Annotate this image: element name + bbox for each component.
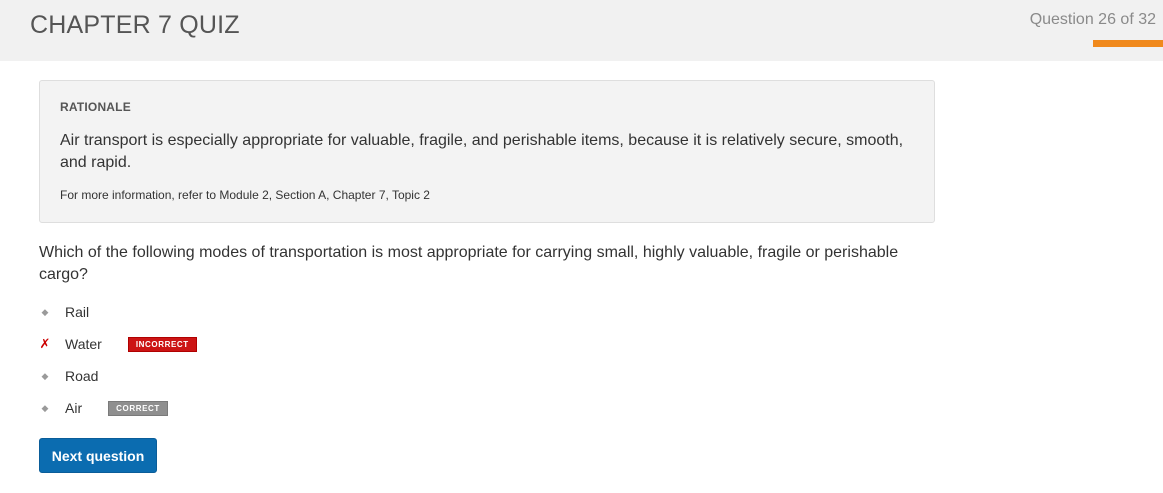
question-text: Which of the following modes of transportation is most appropriate for carrying small, highly valuable, fragile or perishable cargo? [39,244,899,283]
answer-option-road[interactable] [36,366,98,386]
correct-badge: CORRECT [108,401,168,416]
incorrect-badge: INCORRECT [128,337,197,352]
answer-option-air[interactable] [36,398,168,418]
diamond-bullet-icon: ◆ [41,402,49,413]
progress-bar [1093,40,1163,47]
option-label: Air [65,400,83,416]
option-label: Water [65,336,102,352]
rationale-text: Air transport is especially appropriate for valuable, fragile, and perishable items, because it is relatively secure, smooth, and rapid. [60,132,904,171]
diamond-bullet-icon: ◆ [41,370,49,381]
rationale-panel [39,80,935,223]
quiz-title: CHAPTER 7 QUIZ [30,11,240,39]
question-counter: Question 26 of 32 [1029,11,1156,28]
rationale-heading: RATIONALE [60,100,131,114]
next-question-button[interactable]: Next question [39,438,157,473]
cross-mark-icon: ✗ [39,336,51,351]
answer-option-rail[interactable] [36,302,89,322]
option-label: Rail [65,304,90,320]
quiz-header [0,0,1163,61]
answer-option-water[interactable] [36,334,197,354]
diamond-bullet-icon: ◆ [41,306,49,317]
rationale-reference: For more information, refer to Module 2, Section A, Chapter 7, Topic 2 [60,188,430,202]
option-label: Road [65,368,99,384]
